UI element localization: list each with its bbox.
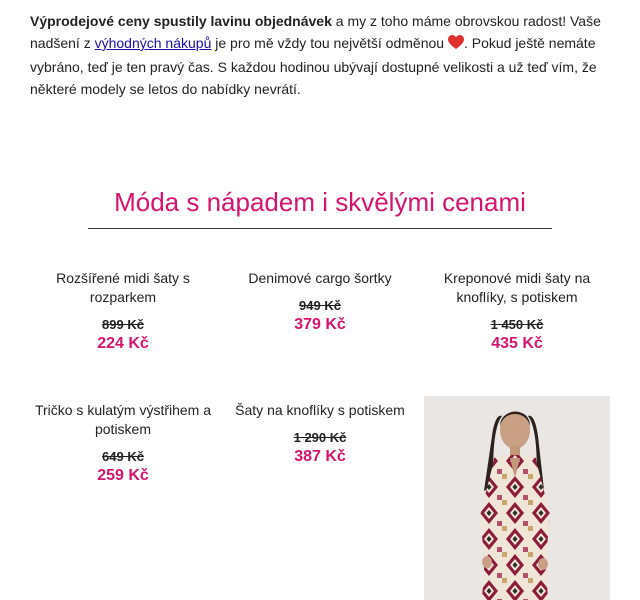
product-new-price: 224 Kč [97,335,149,352]
intro-paragraph [30,10,620,100]
product-old-price: 1 290 Kč [293,430,347,445]
product-name[interactable]: Kreponové midi šaty na knoflíky, s potiskem [443,270,591,305]
product-card[interactable] [225,269,415,335]
intro-text-2: je pro mě vždy tou největší odměnou [211,35,448,51]
product-new-price: 379 Kč [294,316,346,333]
product-card[interactable] [422,269,612,354]
product-name[interactable]: Denimové cargo šortky [248,270,392,286]
intro-bold-text: Výprodejové ceny spustily lavinu objednávek [30,13,332,29]
product-name[interactable]: Šaty na knoflíky s potiskem [235,402,405,418]
product-card[interactable] [28,269,218,354]
section-divider [88,228,552,229]
product-new-price: 387 Kč [294,448,346,465]
product-name[interactable]: Rozšířené midi šaty s rozparkem [56,270,190,305]
product-photo[interactable] [424,396,610,600]
product-old-price: 1 450 Kč [490,317,544,332]
product-new-price: 259 Kč [97,467,149,484]
intro-text-1: a my z toho máme obrovskou radost! Vaše nadšení z [30,13,601,51]
bargains-link[interactable]: výhodných nákupů [94,35,212,51]
model-in-patterned-dress-image [424,396,610,600]
heart-icon [448,34,464,56]
section-title: Móda s nápadem i skvělými cenami [114,187,526,217]
product-old-price: 949 Kč [299,298,341,313]
product-old-price: 899 Kč [102,317,144,332]
product-old-price: 649 Kč [102,449,144,464]
product-card[interactable] [225,401,415,467]
intro-text-3: . Pokud ještě nemáte vybráno, teď je ten pravý čas. S každou hodinou ubývají dostupné velikosti a už teď vím, že některé modely se letos do nabídky nevrátí. [30,35,597,97]
product-card[interactable] [28,401,218,486]
product-name[interactable]: Tričko s kulatým výstřihem a potiskem [34,402,212,437]
product-new-price: 435 Kč [491,335,543,352]
